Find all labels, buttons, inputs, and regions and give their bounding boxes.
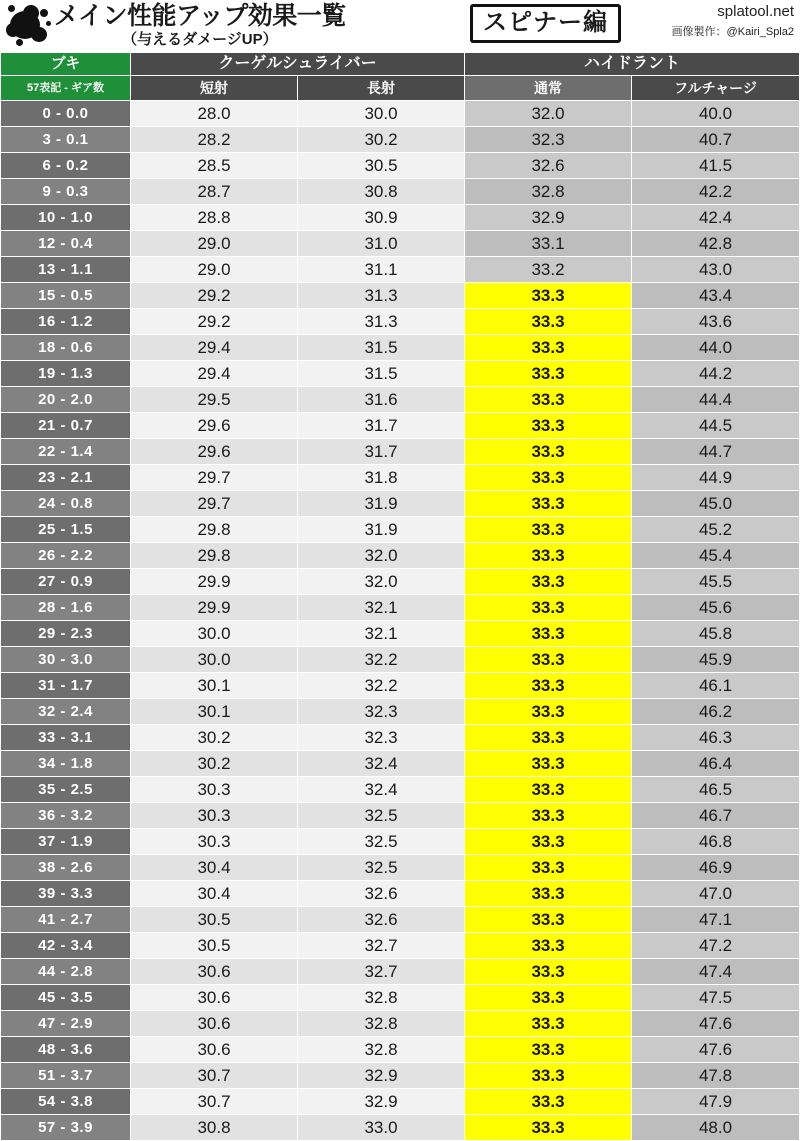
table-row bbox=[1, 439, 800, 465]
table-row bbox=[1, 673, 800, 699]
value-cell: 33.3 bbox=[465, 673, 632, 699]
gear-label-cell: 35 - 2.5 bbox=[1, 777, 131, 803]
table-row bbox=[1, 621, 800, 647]
table-row bbox=[1, 153, 800, 179]
table-row bbox=[1, 205, 800, 231]
value-cell: 33.3 bbox=[465, 543, 632, 569]
gear-label-cell: 9 - 0.3 bbox=[1, 179, 131, 205]
value-cell: 28.0 bbox=[131, 101, 298, 127]
value-cell: 46.7 bbox=[632, 803, 800, 829]
value-cell: 32.0 bbox=[298, 569, 465, 595]
value-cell: 31.0 bbox=[298, 231, 465, 257]
value-cell: 45.4 bbox=[632, 543, 800, 569]
value-cell: 32.2 bbox=[298, 673, 465, 699]
value-cell: 31.5 bbox=[298, 361, 465, 387]
table-row bbox=[1, 907, 800, 933]
value-cell: 33.3 bbox=[465, 1011, 632, 1037]
value-cell: 42.4 bbox=[632, 205, 800, 231]
value-cell: 33.3 bbox=[465, 933, 632, 959]
table-row bbox=[1, 543, 800, 569]
value-cell: 30.2 bbox=[131, 725, 298, 751]
value-cell: 33.3 bbox=[465, 309, 632, 335]
value-cell: 33.3 bbox=[465, 907, 632, 933]
value-cell: 33.3 bbox=[465, 699, 632, 725]
value-cell: 46.8 bbox=[632, 829, 800, 855]
value-cell: 29.4 bbox=[131, 335, 298, 361]
value-cell: 31.8 bbox=[298, 465, 465, 491]
gear-label-cell: 30 - 3.0 bbox=[1, 647, 131, 673]
gear-label-cell: 10 - 1.0 bbox=[1, 205, 131, 231]
value-cell: 47.9 bbox=[632, 1089, 800, 1115]
value-cell: 33.3 bbox=[465, 569, 632, 595]
value-cell: 29.9 bbox=[131, 595, 298, 621]
table-row bbox=[1, 179, 800, 205]
gear-label-cell: 27 - 0.9 bbox=[1, 569, 131, 595]
value-cell: 28.5 bbox=[131, 153, 298, 179]
value-cell: 30.0 bbox=[131, 621, 298, 647]
value-cell: 32.7 bbox=[298, 959, 465, 985]
value-cell: 30.6 bbox=[131, 959, 298, 985]
value-cell: 46.3 bbox=[632, 725, 800, 751]
table-row bbox=[1, 517, 800, 543]
value-cell: 29.0 bbox=[131, 257, 298, 283]
value-cell: 32.3 bbox=[298, 699, 465, 725]
table-row bbox=[1, 803, 800, 829]
gear-label-cell: 16 - 1.2 bbox=[1, 309, 131, 335]
value-cell: 32.9 bbox=[298, 1063, 465, 1089]
value-cell: 33.3 bbox=[465, 387, 632, 413]
table-row bbox=[1, 465, 800, 491]
value-cell: 45.8 bbox=[632, 621, 800, 647]
value-cell: 32.6 bbox=[298, 907, 465, 933]
value-cell: 33.3 bbox=[465, 413, 632, 439]
table-head bbox=[1, 53, 800, 101]
table-row bbox=[1, 699, 800, 725]
value-cell: 33.3 bbox=[465, 647, 632, 673]
value-cell: 32.8 bbox=[465, 179, 632, 205]
table-row bbox=[1, 855, 800, 881]
gear-label-cell: 48 - 3.6 bbox=[1, 1037, 131, 1063]
value-cell: 30.1 bbox=[131, 673, 298, 699]
table-row bbox=[1, 777, 800, 803]
table-row bbox=[1, 231, 800, 257]
value-cell: 31.3 bbox=[298, 309, 465, 335]
gear-label-cell: 37 - 1.9 bbox=[1, 829, 131, 855]
table-body bbox=[1, 101, 800, 1141]
value-cell: 33.1 bbox=[465, 231, 632, 257]
value-cell: 32.9 bbox=[298, 1089, 465, 1115]
gear-label-cell: 0 - 0.0 bbox=[1, 101, 131, 127]
value-cell: 45.2 bbox=[632, 517, 800, 543]
page-subtitle: （与えるダメージUP） bbox=[122, 31, 278, 48]
value-cell: 42.8 bbox=[632, 231, 800, 257]
value-cell: 32.4 bbox=[298, 777, 465, 803]
table-row bbox=[1, 335, 800, 361]
value-cell: 33.3 bbox=[465, 777, 632, 803]
value-cell: 28.2 bbox=[131, 127, 298, 153]
value-cell: 32.8 bbox=[298, 1011, 465, 1037]
column-header-1-0: 通常 bbox=[465, 76, 632, 101]
value-cell: 47.5 bbox=[632, 985, 800, 1011]
gear-label-cell: 18 - 0.6 bbox=[1, 335, 131, 361]
value-cell: 30.3 bbox=[131, 777, 298, 803]
value-cell: 33.3 bbox=[465, 1089, 632, 1115]
value-cell: 44.2 bbox=[632, 361, 800, 387]
value-cell: 48.0 bbox=[632, 1115, 800, 1141]
table-row bbox=[1, 1115, 800, 1141]
value-cell: 31.6 bbox=[298, 387, 465, 413]
table-row bbox=[1, 1011, 800, 1037]
value-cell: 33.3 bbox=[465, 1115, 632, 1141]
value-cell: 32.8 bbox=[298, 1037, 465, 1063]
value-cell: 47.8 bbox=[632, 1063, 800, 1089]
value-cell: 29.8 bbox=[131, 517, 298, 543]
value-cell: 31.7 bbox=[298, 439, 465, 465]
value-cell: 32.5 bbox=[298, 829, 465, 855]
table-row bbox=[1, 283, 800, 309]
value-cell: 30.6 bbox=[131, 1011, 298, 1037]
gear-label-cell: 26 - 2.2 bbox=[1, 543, 131, 569]
value-cell: 30.3 bbox=[131, 803, 298, 829]
value-cell: 47.6 bbox=[632, 1011, 800, 1037]
value-cell: 30.7 bbox=[131, 1063, 298, 1089]
value-cell: 32.8 bbox=[298, 985, 465, 1011]
value-cell: 33.3 bbox=[465, 517, 632, 543]
table-row bbox=[1, 881, 800, 907]
table-row bbox=[1, 387, 800, 413]
table-row bbox=[1, 101, 800, 127]
value-cell: 33.2 bbox=[465, 257, 632, 283]
value-cell: 31.9 bbox=[298, 491, 465, 517]
gear-label-cell: 33 - 3.1 bbox=[1, 725, 131, 751]
gear-label-cell: 32 - 2.4 bbox=[1, 699, 131, 725]
value-cell: 28.8 bbox=[131, 205, 298, 231]
gear-label-cell: 45 - 3.5 bbox=[1, 985, 131, 1011]
value-cell: 33.3 bbox=[465, 1063, 632, 1089]
table-row bbox=[1, 309, 800, 335]
value-cell: 32.6 bbox=[465, 153, 632, 179]
value-cell: 30.1 bbox=[131, 699, 298, 725]
table-row bbox=[1, 647, 800, 673]
gear-label-cell: 6 - 0.2 bbox=[1, 153, 131, 179]
value-cell: 33.3 bbox=[465, 985, 632, 1011]
value-cell: 33.3 bbox=[465, 335, 632, 361]
table-row bbox=[1, 569, 800, 595]
value-cell: 32.0 bbox=[465, 101, 632, 127]
value-cell: 32.3 bbox=[465, 127, 632, 153]
value-cell: 30.9 bbox=[298, 205, 465, 231]
gear-label-cell: 12 - 0.4 bbox=[1, 231, 131, 257]
value-cell: 43.6 bbox=[632, 309, 800, 335]
table-row bbox=[1, 1037, 800, 1063]
gear-label-cell: 42 - 3.4 bbox=[1, 933, 131, 959]
header-title-area bbox=[6, 2, 346, 48]
value-cell: 47.0 bbox=[632, 881, 800, 907]
value-cell: 30.8 bbox=[298, 179, 465, 205]
value-cell: 29.2 bbox=[131, 283, 298, 309]
value-cell: 46.2 bbox=[632, 699, 800, 725]
gear-label-cell: 20 - 2.0 bbox=[1, 387, 131, 413]
value-cell: 44.4 bbox=[632, 387, 800, 413]
value-cell: 30.2 bbox=[131, 751, 298, 777]
value-cell: 33.0 bbox=[298, 1115, 465, 1141]
weapon-label-header: ブキ bbox=[1, 53, 131, 76]
table-row bbox=[1, 595, 800, 621]
gear-label-cell: 38 - 2.6 bbox=[1, 855, 131, 881]
value-cell: 46.1 bbox=[632, 673, 800, 699]
table-row bbox=[1, 491, 800, 517]
value-cell: 29.6 bbox=[131, 413, 298, 439]
gear-label-cell: 31 - 1.7 bbox=[1, 673, 131, 699]
gear-label-cell: 23 - 2.1 bbox=[1, 465, 131, 491]
value-cell: 30.6 bbox=[131, 1037, 298, 1063]
gear-label-cell: 57 - 3.9 bbox=[1, 1115, 131, 1141]
column-header-0-0: 短射 bbox=[131, 76, 298, 101]
column-header-0-1: 長射 bbox=[298, 76, 465, 101]
gear-label-cell: 47 - 2.9 bbox=[1, 1011, 131, 1037]
value-cell: 32.6 bbox=[298, 881, 465, 907]
value-cell: 32.0 bbox=[298, 543, 465, 569]
value-cell: 32.1 bbox=[298, 595, 465, 621]
value-cell: 40.7 bbox=[632, 127, 800, 153]
value-cell: 45.0 bbox=[632, 491, 800, 517]
value-cell: 33.3 bbox=[465, 959, 632, 985]
value-cell: 47.4 bbox=[632, 959, 800, 985]
gear-label-cell: 15 - 0.5 bbox=[1, 283, 131, 309]
value-cell: 30.6 bbox=[131, 985, 298, 1011]
gear-label-cell: 29 - 2.3 bbox=[1, 621, 131, 647]
gear-count-header: 57表記 - ギア数 bbox=[1, 76, 131, 101]
value-cell: 30.0 bbox=[131, 647, 298, 673]
value-cell: 41.5 bbox=[632, 153, 800, 179]
value-cell: 43.0 bbox=[632, 257, 800, 283]
value-cell: 33.3 bbox=[465, 751, 632, 777]
table-row bbox=[1, 257, 800, 283]
gear-label-cell: 51 - 3.7 bbox=[1, 1063, 131, 1089]
value-cell: 29.9 bbox=[131, 569, 298, 595]
title-block bbox=[54, 2, 346, 48]
value-cell: 33.3 bbox=[465, 621, 632, 647]
group-header-0: クーゲルシュライバー bbox=[131, 53, 465, 76]
value-cell: 46.9 bbox=[632, 855, 800, 881]
value-cell: 33.3 bbox=[465, 465, 632, 491]
gear-label-cell: 13 - 1.1 bbox=[1, 257, 131, 283]
category-badge: スピナー編 bbox=[470, 4, 621, 43]
value-cell: 30.4 bbox=[131, 881, 298, 907]
gear-label-cell: 22 - 1.4 bbox=[1, 439, 131, 465]
value-cell: 30.0 bbox=[298, 101, 465, 127]
table-header-row-groups bbox=[1, 53, 800, 76]
table-row bbox=[1, 985, 800, 1011]
table-row bbox=[1, 413, 800, 439]
gear-label-cell: 39 - 3.3 bbox=[1, 881, 131, 907]
value-cell: 45.5 bbox=[632, 569, 800, 595]
value-cell: 33.3 bbox=[465, 439, 632, 465]
splat-ink-blob-icon bbox=[6, 3, 52, 47]
value-cell: 47.1 bbox=[632, 907, 800, 933]
value-cell: 30.5 bbox=[131, 907, 298, 933]
value-cell: 33.3 bbox=[465, 829, 632, 855]
header-credits bbox=[672, 3, 794, 39]
table-header-row-columns bbox=[1, 76, 800, 101]
damage-table bbox=[0, 52, 800, 1141]
value-cell: 45.9 bbox=[632, 647, 800, 673]
table-row bbox=[1, 829, 800, 855]
value-cell: 29.8 bbox=[131, 543, 298, 569]
group-header-1: ハイドラント bbox=[465, 53, 800, 76]
gear-label-cell: 21 - 0.7 bbox=[1, 413, 131, 439]
value-cell: 29.6 bbox=[131, 439, 298, 465]
value-cell: 28.7 bbox=[131, 179, 298, 205]
value-cell: 44.5 bbox=[632, 413, 800, 439]
value-cell: 33.3 bbox=[465, 1037, 632, 1063]
value-cell: 32.3 bbox=[298, 725, 465, 751]
value-cell: 31.5 bbox=[298, 335, 465, 361]
value-cell: 29.0 bbox=[131, 231, 298, 257]
value-cell: 47.6 bbox=[632, 1037, 800, 1063]
gear-label-cell: 54 - 3.8 bbox=[1, 1089, 131, 1115]
gear-label-cell: 36 - 3.2 bbox=[1, 803, 131, 829]
table-row bbox=[1, 725, 800, 751]
value-cell: 29.2 bbox=[131, 309, 298, 335]
value-cell: 47.2 bbox=[632, 933, 800, 959]
value-cell: 45.6 bbox=[632, 595, 800, 621]
table-row bbox=[1, 959, 800, 985]
value-cell: 30.5 bbox=[131, 933, 298, 959]
value-cell: 43.4 bbox=[632, 283, 800, 309]
value-cell: 32.2 bbox=[298, 647, 465, 673]
value-cell: 31.1 bbox=[298, 257, 465, 283]
value-cell: 32.4 bbox=[298, 751, 465, 777]
gear-label-cell: 3 - 0.1 bbox=[1, 127, 131, 153]
value-cell: 32.1 bbox=[298, 621, 465, 647]
table-row bbox=[1, 933, 800, 959]
value-cell: 44.0 bbox=[632, 335, 800, 361]
value-cell: 33.3 bbox=[465, 881, 632, 907]
value-cell: 33.3 bbox=[465, 491, 632, 517]
value-cell: 32.5 bbox=[298, 803, 465, 829]
value-cell: 32.9 bbox=[465, 205, 632, 231]
value-cell: 33.3 bbox=[465, 803, 632, 829]
value-cell: 30.3 bbox=[131, 829, 298, 855]
value-cell: 29.7 bbox=[131, 465, 298, 491]
value-cell: 32.5 bbox=[298, 855, 465, 881]
table-row bbox=[1, 361, 800, 387]
value-cell: 33.3 bbox=[465, 595, 632, 621]
value-cell: 30.8 bbox=[131, 1115, 298, 1141]
gear-label-cell: 25 - 1.5 bbox=[1, 517, 131, 543]
value-cell: 44.9 bbox=[632, 465, 800, 491]
value-cell: 33.3 bbox=[465, 855, 632, 881]
table-row bbox=[1, 127, 800, 153]
page-title: メイン性能アップ効果一覧 bbox=[54, 2, 346, 30]
value-cell: 32.7 bbox=[298, 933, 465, 959]
value-cell: 33.3 bbox=[465, 361, 632, 387]
gear-label-cell: 34 - 1.8 bbox=[1, 751, 131, 777]
value-cell: 30.5 bbox=[298, 153, 465, 179]
value-cell: 30.4 bbox=[131, 855, 298, 881]
table-row bbox=[1, 1089, 800, 1115]
value-cell: 33.3 bbox=[465, 283, 632, 309]
table-row bbox=[1, 751, 800, 777]
table-row bbox=[1, 1063, 800, 1089]
page-header bbox=[0, 0, 800, 52]
value-cell: 46.5 bbox=[632, 777, 800, 803]
value-cell: 31.9 bbox=[298, 517, 465, 543]
column-header-1-1: フルチャージ bbox=[632, 76, 800, 101]
site-url: splatool.net bbox=[717, 3, 794, 20]
value-cell: 40.0 bbox=[632, 101, 800, 127]
value-cell: 30.2 bbox=[298, 127, 465, 153]
value-cell: 46.4 bbox=[632, 751, 800, 777]
value-cell: 29.4 bbox=[131, 361, 298, 387]
gear-label-cell: 44 - 2.8 bbox=[1, 959, 131, 985]
author-credit: 画像製作：@Kairi_Spla2 bbox=[671, 26, 794, 38]
gear-label-cell: 19 - 1.3 bbox=[1, 361, 131, 387]
value-cell: 33.3 bbox=[465, 725, 632, 751]
value-cell: 31.3 bbox=[298, 283, 465, 309]
value-cell: 29.5 bbox=[131, 387, 298, 413]
value-cell: 44.7 bbox=[632, 439, 800, 465]
value-cell: 42.2 bbox=[632, 179, 800, 205]
value-cell: 30.7 bbox=[131, 1089, 298, 1115]
gear-label-cell: 41 - 2.7 bbox=[1, 907, 131, 933]
gear-label-cell: 24 - 0.8 bbox=[1, 491, 131, 517]
value-cell: 29.7 bbox=[131, 491, 298, 517]
gear-label-cell: 28 - 1.6 bbox=[1, 595, 131, 621]
value-cell: 31.7 bbox=[298, 413, 465, 439]
